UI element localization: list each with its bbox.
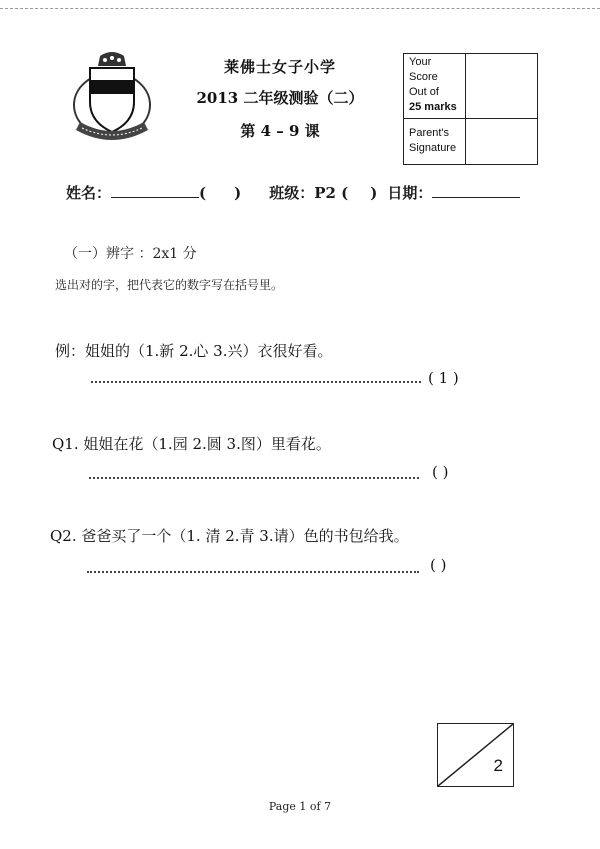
answer-blank-1[interactable]: ( ) [432,463,449,481]
answer-dotted-line [89,477,419,479]
score-label-score: Score [409,71,438,83]
class-label: 班级：P2 ( [269,184,349,202]
score-label-out-of: Out of [409,86,439,98]
score-box-divider-horizontal [404,118,537,119]
page-marks-box [437,723,514,787]
question-1: Q1. 姐姐在花（1.园 2.圆 3.图）里看花。 [52,435,331,453]
name-paren-open: ( [199,184,207,202]
score-box [403,53,538,165]
question-2: Q2. 爸爸买了一个（1. 清 2.青 3.请）色的书包给我。 [50,527,409,545]
example-question: 例：姐姐的（1.新 2.心 3.兴）衣很好看。 [55,342,333,360]
score-box-divider-vertical [465,54,466,164]
score-label-your: Your [409,56,432,68]
section-title: （一）辨字 ：2x1 分 [64,246,197,262]
page-marks-number: 2 [493,756,503,775]
school-crest-logo [72,50,152,150]
top-dashed-line [0,8,600,9]
student-info-line [66,182,520,203]
score-label-marks: 25 marks [409,101,457,113]
parent-label: Parent's [409,127,450,139]
lesson-range: 第 4 – 9 课 [240,122,320,140]
example-answer: ( 1 ) [428,369,459,387]
name-label: 姓名： [66,184,112,202]
class-paren-close: ) [370,184,378,202]
date-field[interactable] [432,183,520,198]
page-footer: Page 1 of 7 [268,800,332,813]
exam-title: 2013 二年级测验（二） [196,89,364,107]
diagonal-line [438,724,513,786]
name-paren-close: ) [234,184,242,202]
answer-dotted-line [87,571,419,573]
section-instruction: 选出对的字，把代表它的数字写在括号里。 [55,278,284,292]
school-name: 莱佛士女子小学 [223,58,336,76]
date-label: 日期： [387,184,433,202]
signature-label: Signature [409,142,457,154]
answer-blank-2[interactable]: ( ) [430,556,447,574]
name-field[interactable] [111,183,199,198]
answer-dotted-line [91,381,421,383]
